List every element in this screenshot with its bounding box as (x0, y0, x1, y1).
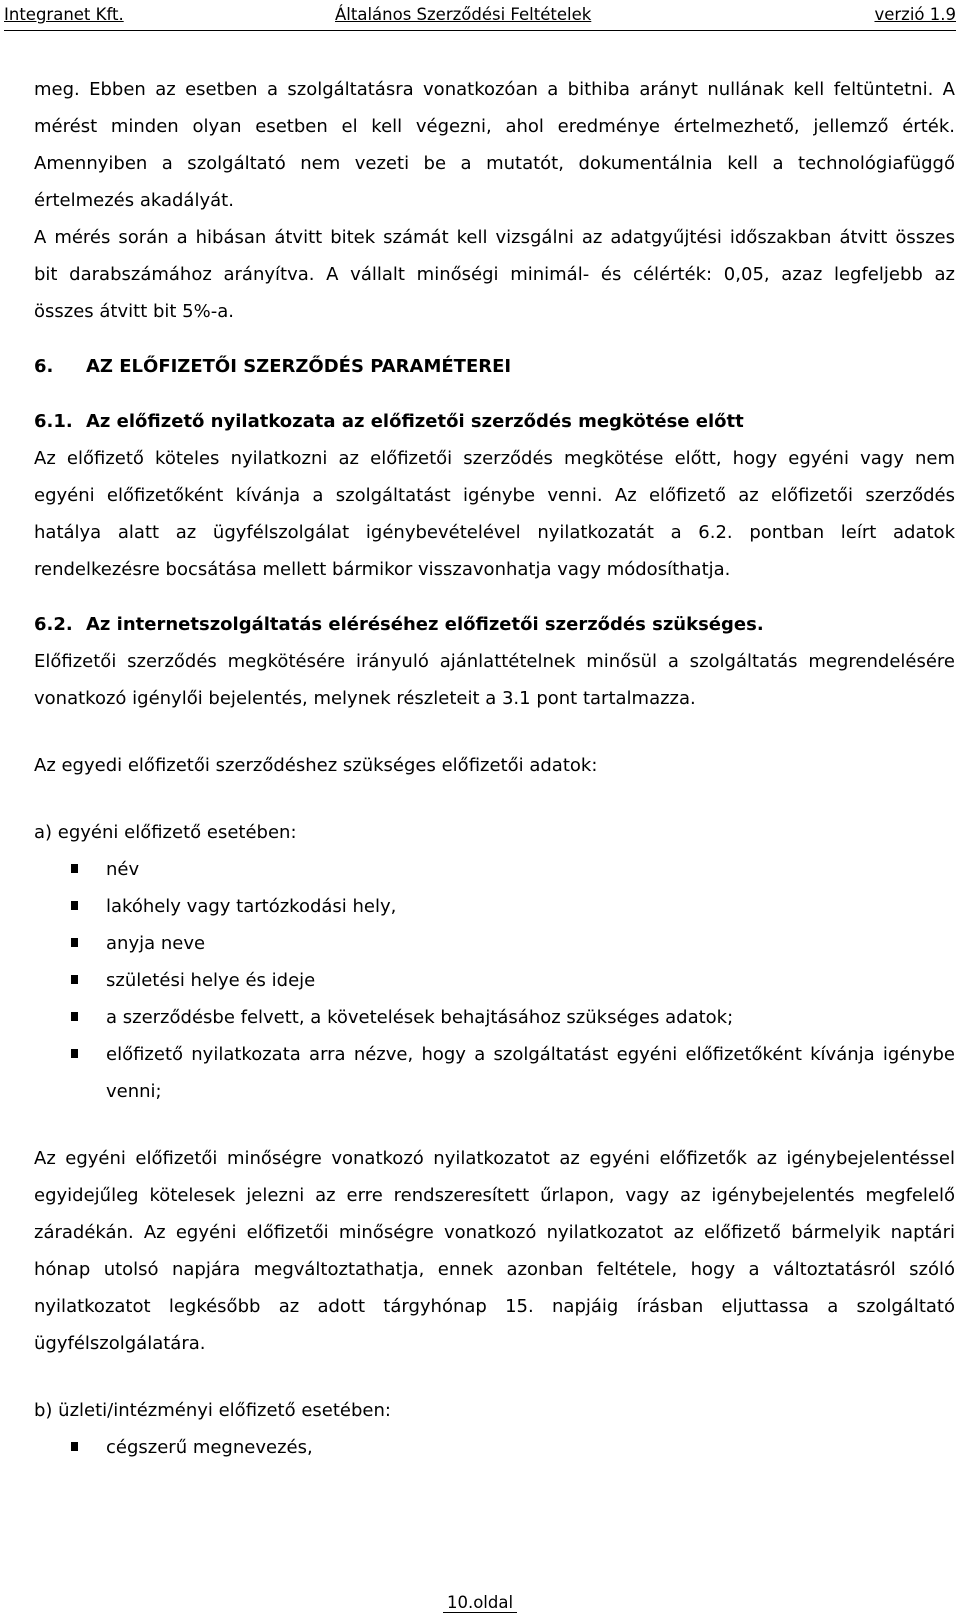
list-item: előfizető nyilatkozata arra nézve, hogy a szolgáltatást egyéni előfizetőként kívánja igénybe venni; (34, 1036, 955, 1110)
paragraph-line: rendelkezésre bocsátása mellett bármikor visszavonhatja vagy módosíthatja. (34, 559, 731, 580)
section-heading-6-2 (34, 606, 955, 643)
paragraph-line: mérést minden olyan esetben el kell végezni, ahol eredménye értelmezhető, jellemző érték. (34, 116, 955, 137)
header-document-title: Általános Szerződési Feltételek (335, 5, 592, 24)
section-heading-6-1 (34, 403, 955, 440)
paragraph-line: összes átvitt bit 5%-a. (34, 301, 234, 322)
paragraph-line: hatálya alatt az ügyfélszolgálat igénybevételével nyilatkozatát a 6.2. pontban leírt adatok (34, 522, 955, 543)
section-title: AZ ELŐFIZETŐI SZERZŐDÉS PARAMÉTEREI (86, 356, 512, 377)
page-footer (0, 1593, 960, 1612)
paragraph-line: nyilatkozatot legkésőbb az adott tárgyhónap 15. napjáig írásban eljuttassa a szolgáltató (34, 1296, 955, 1317)
paragraph-line: Az egyéni előfizetői minőségre vonatkozó nyilatkozatot az egyéni előfizetők az igénybejelentéssel (34, 1148, 955, 1169)
paragraph-line: Amennyiben a szolgáltató nem vezeti be a mutatót, dokumentálnia kell a technológiafüggő (34, 153, 955, 174)
section-title: Az internetszolgáltatás eléréséhez előfizetői szerződés szükséges. (86, 614, 764, 635)
list-b-title: b) üzleti/intézményi előfizető esetében: (34, 1400, 391, 1421)
paragraph-line: egyéni előfizetőként kívánja a szolgáltatást igénybe venni. Az előfizető az előfizetői szerződés (34, 485, 955, 506)
section-number: 6. (34, 356, 54, 377)
header-version: verzió 1.9 (874, 5, 956, 24)
section-number: 6.2. (34, 614, 73, 635)
paragraph-line: Előfizetői szerződés megkötésére irányuló ajánlattételnek minősül a szolgáltatás megrendelésére (34, 651, 955, 672)
section-heading-6 (34, 348, 955, 385)
list-item: anyja neve (34, 925, 955, 962)
paragraph-line: vonatkozó igénylői bejelentés, melynek részleteit a 3.1 pont tartalmazza. (34, 688, 696, 709)
list-a-title: a) egyéni előfizető esetében: (34, 822, 297, 843)
document-body (34, 71, 955, 1466)
list-a (34, 851, 955, 1110)
list-item: a szerződésbe felvett, a követelések behajtásához szükséges adatok; (34, 999, 955, 1036)
paragraph-line: bit darabszámához arányítva. A vállalt minőségi minimál- és célérték: 0,05, azaz legfeljebb az (34, 264, 955, 285)
list-item: név (34, 851, 955, 888)
header-company: Integranet Kft. (4, 5, 124, 24)
paragraph: Az egyedi előfizetői szerződéshez szükséges előfizetői adatok: (34, 755, 598, 776)
paragraph-line: egyidejűleg kötelesek jelezni az erre rendszeresített űrlapon, vagy az igénybejelentés megfelelő (34, 1185, 955, 1206)
list-item: cégszerű megnevezés, (34, 1429, 955, 1466)
list-item: születési helye és ideje (34, 962, 955, 999)
paragraph-line: meg. Ebben az esetben a szolgáltatásra vonatkozóan a bithiba arányt nullának kell feltüntetni. A (34, 79, 955, 100)
section-title: Az előfizető nyilatkozata az előfizetői szerződés megkötése előtt (86, 411, 744, 432)
list-item: lakóhely vagy tartózkodási hely, (34, 888, 955, 925)
page-number: 10.oldal (443, 1593, 517, 1613)
paragraph-line: A mérés során a hibásan átvitt bitek számát kell vizsgálni az adatgyűjtési időszakban átvitt összes (34, 227, 955, 248)
paragraph-line: hónap utolsó napjára megváltoztathatja, ennek azonban feltétele, hogy a változtatásról szóló (34, 1259, 955, 1280)
paragraph-line: értelmezés akadályát. (34, 190, 234, 211)
paragraph-line: záradékán. Az egyéni előfizetői minőségre vonatkozó nyilatkozatot az előfizető bármelyik naptári (34, 1222, 955, 1243)
section-number: 6.1. (34, 411, 73, 432)
page-header (4, 0, 956, 31)
paragraph-line: ügyfélszolgálatára. (34, 1333, 206, 1354)
list-b (34, 1429, 955, 1466)
paragraph-line: Az előfizető köteles nyilatkozni az előfizetői szerződés megkötése előtt, hogy egyéni vagy nem (34, 448, 955, 469)
